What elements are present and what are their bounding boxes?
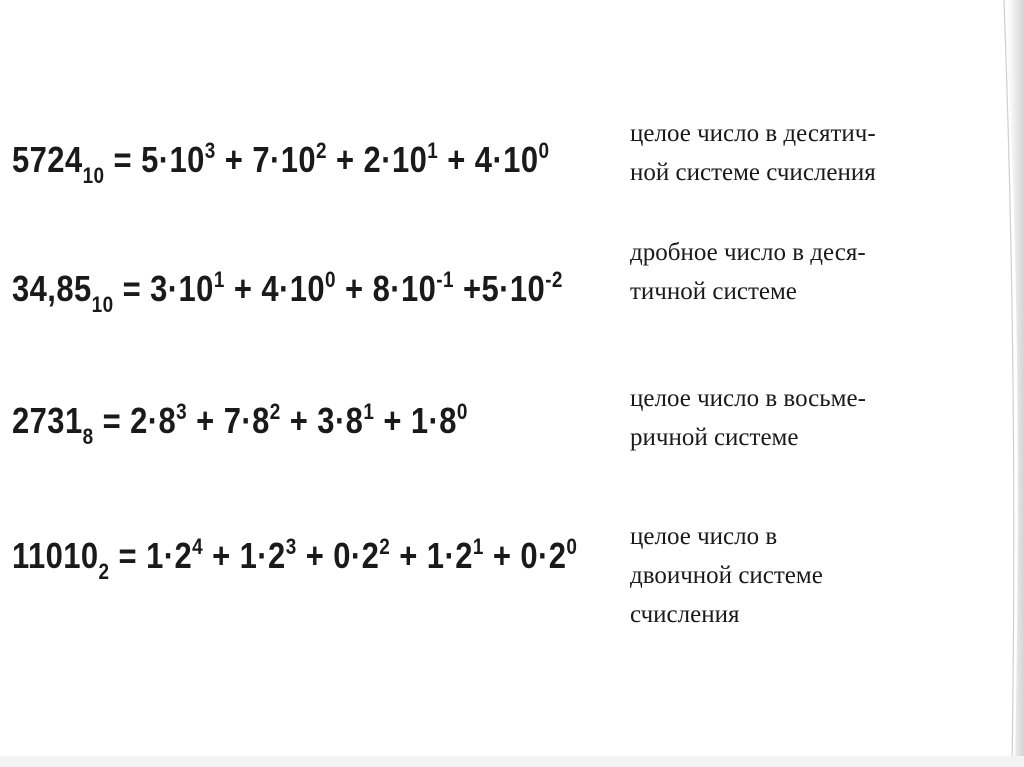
equation-row-4	[12, 534, 578, 584]
exponent-superscript: 1	[363, 399, 375, 424]
description-row-1	[630, 114, 876, 192]
exponent-superscript: 0	[325, 267, 337, 292]
base-subscript: 2	[98, 559, 110, 584]
exponent-superscript: 1	[427, 138, 439, 163]
equation-term: + 7·8	[187, 400, 270, 441]
equation-term: + 7·10	[215, 139, 317, 180]
equation-term: + 3·8	[280, 400, 364, 441]
description-row-3	[630, 379, 866, 457]
equation-term: + 0·2	[483, 535, 567, 576]
description-line: ричной системе	[630, 424, 799, 451]
exponent-superscript: 0	[566, 534, 578, 559]
equation-term: + 2·10	[326, 139, 428, 180]
equation-term: + 1·8	[374, 400, 457, 441]
description-line: счисления	[630, 601, 740, 628]
exponent-superscript: 3	[204, 138, 216, 163]
equation-term: 5724	[12, 139, 83, 180]
exponent-superscript: 2	[379, 534, 391, 559]
exponent-superscript: 2	[269, 399, 281, 424]
exponent-superscript: 4	[192, 534, 204, 559]
exponent-superscript: 0	[456, 399, 468, 424]
equation-row-3	[12, 399, 468, 449]
exponent-superscript: 3	[285, 534, 297, 559]
equation-term: 34,85	[12, 268, 92, 309]
description-row-4	[630, 517, 823, 634]
equation-term: + 1·2	[203, 535, 286, 576]
description-line: целое число в десятич-	[630, 120, 876, 147]
exponent-superscript: 0	[538, 138, 550, 163]
equation-term: = 2·8	[93, 400, 177, 441]
equation-term: = 5·10	[104, 139, 205, 180]
description-row-2	[630, 233, 866, 311]
equation-row-1	[12, 138, 550, 188]
equation-term: + 4·10	[224, 268, 326, 309]
exponent-superscript: 3	[176, 399, 188, 424]
base-subscript: 10	[91, 292, 114, 317]
equation-term: + 4·10	[438, 139, 539, 180]
description-line: тичной системе	[630, 278, 797, 305]
description-line: дробное число в деся-	[630, 239, 866, 266]
description-line: целое число в восьме-	[630, 385, 866, 412]
exponent-superscript: -1	[436, 267, 454, 292]
equation-term: + 1·2	[390, 535, 473, 576]
base-subscript: 10	[82, 163, 105, 188]
exponent-superscript: -2	[545, 267, 563, 292]
description-line: ной системе счисления	[630, 159, 876, 186]
equation-row-2	[12, 267, 563, 317]
equation-term: = 1·2	[109, 535, 193, 576]
equation-term: + 8·10	[336, 268, 437, 309]
description-line: двоичной системе	[630, 562, 823, 589]
equation-term: 11010	[12, 535, 99, 576]
equation-term: +5·10	[453, 268, 546, 309]
exponent-superscript: 1	[472, 534, 484, 559]
equation-term: + 0·2	[296, 535, 380, 576]
description-line: целое число в	[630, 523, 778, 550]
equation-term: = 3·10	[113, 268, 214, 309]
exponent-superscript: 2	[316, 138, 327, 163]
exponent-superscript: 1	[213, 267, 225, 292]
base-subscript: 8	[82, 424, 94, 449]
equation-term: 2731	[12, 400, 83, 441]
